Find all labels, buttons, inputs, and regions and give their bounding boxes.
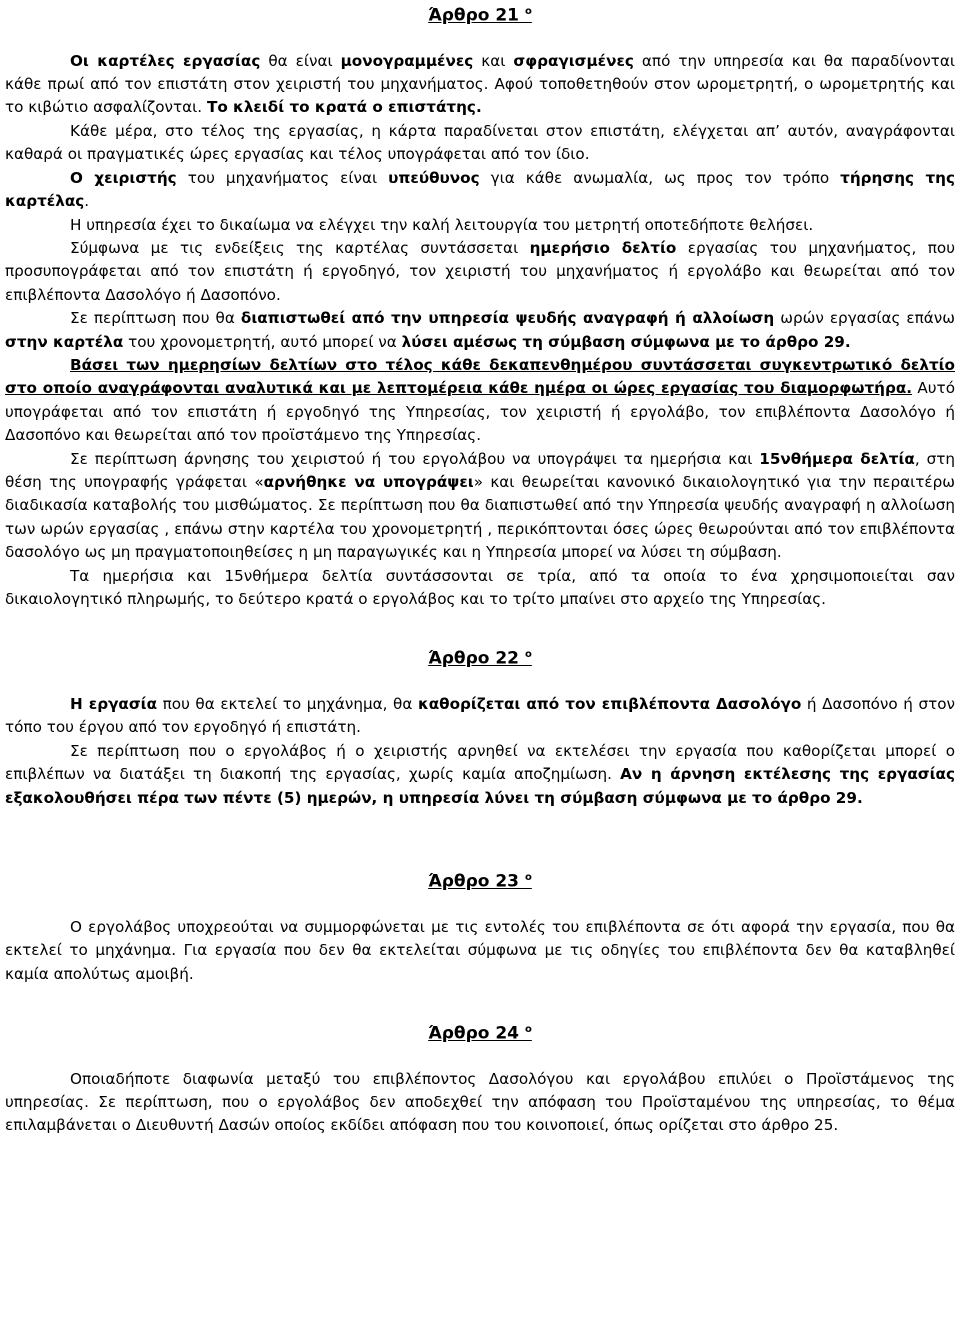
text-run: Οποιαδήποτε διαφωνία μεταξύ του επιβλέποντος Δασολόγου και εργολάβου επιλύει ο Προϊστάμενος της υπηρεσίας. Σε περίπτωση, που ο εργολάβος δεν αποδεχθεί την απόφαση του Προϊσταμένου της υπηρεσίας, το θέμα επιλαμβάνεται ο Διευθυντή Δασών οποίος εκδίδει απόφαση που του κοινοποιεί, όπως ορίζεται στο άρθρο 25. bbox=[5, 1069, 955, 1135]
text-run: Σε περίπτωση που θα bbox=[70, 309, 241, 328]
text-run: Η εργασία bbox=[70, 695, 158, 714]
article-21-paragraph-9 bbox=[5, 565, 955, 612]
article-21-paragraph-6 bbox=[5, 307, 955, 354]
text-run: Ο χειριστής bbox=[70, 168, 177, 187]
text-run: από την υπηρεσία και θα παραδίνονται κάθε πρωί από τον επιστάτη στον χειριστή του μηχανήματος. Αφού τοποθετηθούν στον ωρομετρητή, ο ωρομετρητής και το κιβώτιο ασφαλίζονται. bbox=[5, 51, 955, 117]
text-run: καθορίζεται από τον επιβλέποντα Δασολόγο bbox=[417, 695, 802, 714]
article-22-paragraph-2 bbox=[5, 740, 955, 810]
text-run: αρνήθηκε να υπογράψει bbox=[263, 472, 474, 491]
article-24-paragraph-1 bbox=[5, 1068, 955, 1138]
article-22-heading: Άρθρο 22 $^o$ bbox=[428, 649, 532, 670]
text-run: ή Δασοπόνο ή στον τόπο του έργου από τον εργοδηγό ή επιστάτη. bbox=[5, 695, 956, 737]
text-run: του μηχανήματος είναι bbox=[176, 168, 389, 187]
text-run: του χρονομετρητή, αυτό μπορεί να bbox=[123, 332, 402, 351]
text-run: ωρών εργασίας επάνω bbox=[774, 309, 955, 328]
text-run: , στη θέση της υπογραφής γράφεται « bbox=[5, 449, 955, 491]
text-run: διαπιστωθεί από την υπηρεσία ψευδής αναγραφή ή αλλοίωση bbox=[240, 309, 775, 328]
article-21-paragraph-2 bbox=[5, 120, 955, 167]
article-21-paragraph-7 bbox=[5, 354, 955, 448]
text-run: Αν η άρνηση εκτέλεσης της εργασίας εξακολουθήσει πέρα των πέντε (5) ημερών, η υπηρεσία λύνει τη σύμβαση σύμφωνα με το άρθρο 29. bbox=[5, 765, 955, 807]
text-run: εργασίας του μηχανήματος, που προσυπογράφεται από τον επιστάτη ή εργοδηγό, τον χειριστή του μηχανήματος ή εργολάβο και θεωρείται από τον επιβλέποντα Δασολόγο ή Δασοπόνο. bbox=[5, 238, 955, 304]
text-run: σφραγισμένες bbox=[513, 51, 634, 70]
text-run: Η υπηρεσία έχει το δικαίωμα να ελέγχει την καλή λειτουργία του μετρητή οποτεδήποτε θελήσει. bbox=[70, 215, 814, 234]
text-run: Σύμφωνα με τις ενδείξεις της καρτέλας συντάσσεται bbox=[70, 238, 530, 257]
article-24-heading: Άρθρο 24 $^o$ bbox=[428, 1023, 532, 1044]
article-21-paragraph-3 bbox=[5, 167, 955, 214]
text-run: Το κλειδί το κρατά ο επιστάτης. bbox=[206, 98, 482, 117]
text-run: Βάσει των ημερησίων δελτίων στο τέλος κάθε δεκαπενθημέρου συντάσσεται συγκεντρωτικό δελτίο στο οποίο αναγράφονται αναλυτικά και με λεπτομέρεια κάθε ημέρα οι ώρες εργασίας του διαμορφωτήρα. bbox=[5, 355, 955, 398]
text-run: στην καρτέλα bbox=[5, 332, 124, 351]
article-23-heading: Άρθρο 23 $^o$ bbox=[428, 871, 532, 892]
text-run: Κάθε μέρα, στο τέλος της εργασίας, η κάρτα παραδίνεται στον επιστάτη, ελέγχεται απ’ αυτόν, αναγράφονται καθαρά οι πραγματικές ώρες εργασίας και τέλος υπογράφεται από τον ίδιο. bbox=[5, 121, 955, 164]
article-22-paragraph-1 bbox=[5, 693, 955, 740]
article-21-paragraph-8 bbox=[5, 448, 955, 565]
text-run: για κάθε ανωμαλία, ως προς τον τρόπο bbox=[479, 168, 841, 187]
article-21-paragraph-1 bbox=[5, 50, 955, 120]
text-run: τήρησης της καρτέλας bbox=[5, 168, 955, 211]
article-21-paragraph-5 bbox=[5, 237, 955, 307]
text-run: Ο εργολάβος υποχρεούται να συμμορφώνεται με τις εντολές του επιβλέποντα σε ότι αφορά την εργασία, που θα εκτελεί το μηχάνημα. Για εργασία που δεν θα εκτελείται σύμφωνα με τις οδηγίες του επιβλέποντα δεν θα καταβληθεί καμία απολύτως αμοιβή. bbox=[5, 917, 955, 983]
text-run: Σε περίπτωση που ο εργολάβος ή ο χειριστής αρνηθεί να εκτελέσει την εργασία που καθορίζεται μπορεί ο επιβλέπων να διατάξει τη διακοπή της εργασίας, χωρίς καμία αποζημίωση. bbox=[5, 741, 955, 784]
article-21-paragraph-4 bbox=[5, 214, 955, 237]
text-run: 15νθήμερα δελτία bbox=[759, 449, 915, 468]
text-run: Οι καρτέλες εργασίας bbox=[70, 51, 261, 70]
text-run: Τα ημερήσια και 15νθήμερα δελτία συντάσσονται σε τρία, από τα οποία το ένα χρησιμοποιείται σαν δικαιολογητικό πληρωμής, το δεύτερο κρατά ο εργολάβος και το τρίτο μπαίνει στο αρχείο της Υπηρεσίας. bbox=[5, 566, 955, 608]
text-run: ημερήσιο δελτίο bbox=[529, 238, 677, 257]
text-run: που θα εκτελεί το μηχάνημα, θα bbox=[157, 695, 418, 714]
text-run: και bbox=[473, 51, 514, 70]
article-23-paragraph-1 bbox=[5, 916, 955, 986]
text-run: » και θεωρείται κανονικό δικαιολογητικό για την περαιτέρω διαδικασία καταβολής του μισθώματος. Σε περίπτωση που θα διαπιστωθεί από την Υπηρεσία ψευδής αναγραφή η αλλοίωση των ωρών εργασίας , επάνω στην καρτέλα του χρονομετρητή , περικόπτονται όσες ώρες θεωρούνται από τον επιβλέποντα δασολόγο ως μη πραγματοποιηθείσες η μη παραγωγικές και η Υπηρεσία μπορεί να λύσει τη σύμβαση. bbox=[5, 472, 955, 562]
text-run: υπεύθυνος bbox=[388, 168, 480, 187]
text-run: λύσει αμέσως τη σύμβαση σύμφωνα με το άρθρο 29. bbox=[401, 332, 851, 351]
text-run: μονογραμμένες bbox=[340, 51, 474, 70]
article-21-heading: Άρθρο 21 $^o$ bbox=[428, 5, 532, 26]
text-run: . bbox=[84, 192, 90, 211]
text-run: Αυτό υπογράφεται από τον επιστάτη ή εργοδηγό της Υπηρεσίας, τον χειριστή ή εργολάβο, τον επιβλέποντα Δασολόγο ή Δασοπόνο και θεωρείται από τον προϊστάμενο της Υπηρεσίας. bbox=[5, 379, 955, 445]
text-run: Σε περίπτωση άρνησης του χειριστού ή του εργολάβου να υπογράψει τα ημερήσια και bbox=[70, 449, 760, 468]
text-run: θα είναι bbox=[260, 51, 341, 70]
